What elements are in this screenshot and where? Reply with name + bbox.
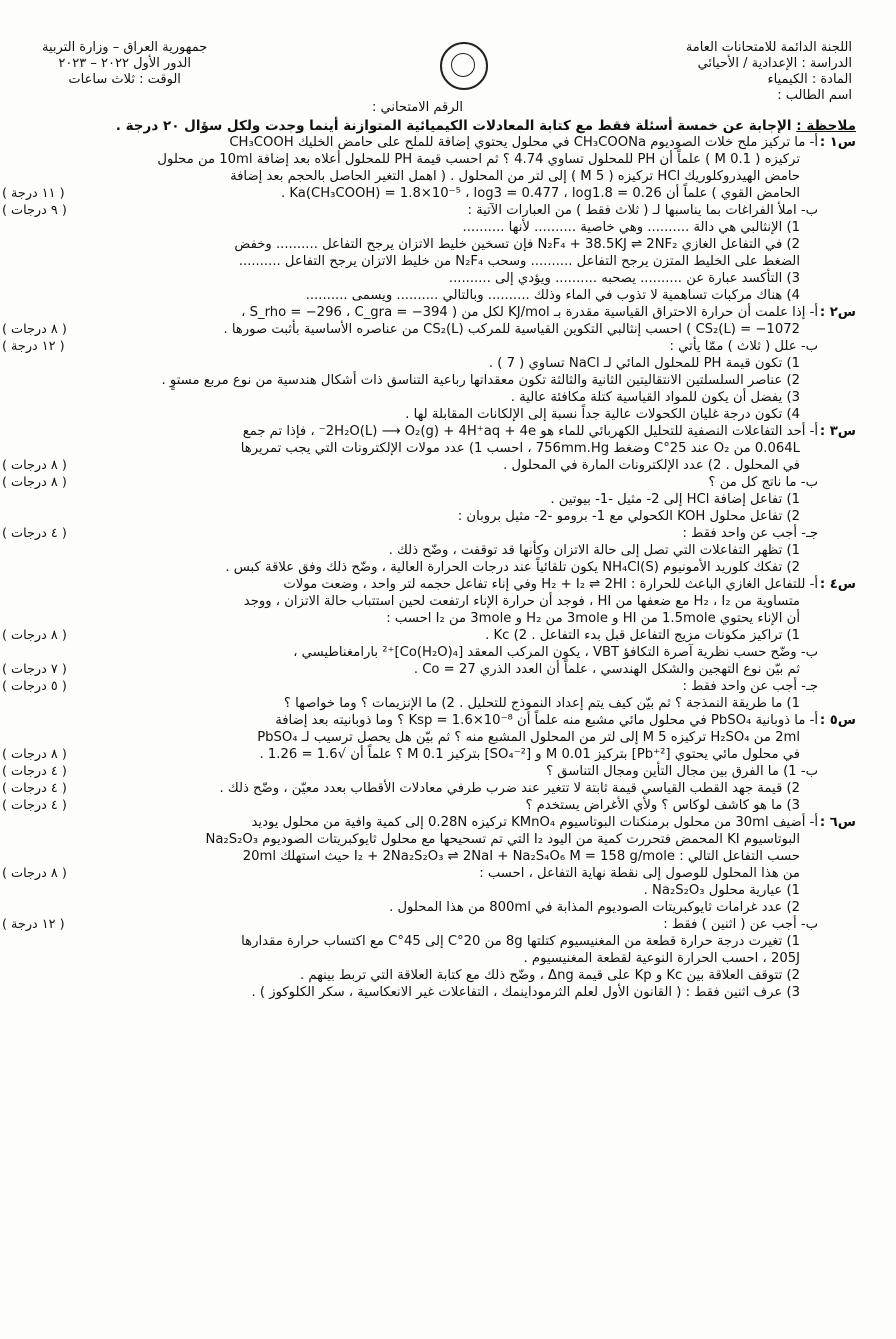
q6-line bbox=[2, 866, 818, 883]
exam-number-label: الرقم الامتحاني : bbox=[372, 100, 463, 115]
marks-badge: ( ١٢ درجة ) bbox=[2, 917, 65, 932]
study-line: الدراسة : الإعدادية / الأحيائي bbox=[697, 56, 852, 71]
q1-line: 2) في التفاعل الغازي N₂F₄ + 38.5KJ ⇌ 2NF₂ فإن تسخين خليط الاتزان يرجح التفاعل .......... وخفض bbox=[234, 237, 800, 252]
q1-line-text: ب- املأ الفراغات بما يناسبها لـ ( ثلاث فقط ) من العبارات الآتية : bbox=[467, 203, 818, 218]
marks-badge: ( ١١ درجة ) bbox=[2, 186, 65, 201]
exam-note bbox=[22, 118, 856, 135]
q5-line bbox=[2, 798, 818, 815]
question-body bbox=[2, 713, 818, 815]
q1-line: 1) الإنثالبي هي دالة .......... وهي خاصية .......... لأنها .......... bbox=[462, 220, 800, 235]
q6-line: 3) عرف اثنين فقط : ( القانون الأول لعلم الثرموداينمك ، التفاعلات غير الانعكاسية ، سكر الكلوكوز ) . bbox=[251, 985, 800, 1000]
note-text: الإجابة عن خمسة أسئلة فقط مع كتابة المعادلات الكيميائية المتوازنة أينما وجدت ولكل سؤال ٢٠ درجة . bbox=[115, 118, 797, 134]
q5-line-text: في محلول مائي يحتوي [Pb⁺²] بتركيز 0.01 M و [SO₄⁻²] بتركيز 0.1 M ؟ علماً أن √1.6 = 1.26 . bbox=[259, 747, 800, 762]
q2-line: أ- إذا علمت أن حرارة الاحتراق القياسية مقدرة بـ KJ/mol لكل من ( S_rho = −296 ، C_gra = −394 ، bbox=[241, 305, 818, 320]
q5-line: أ- ما ذوبانية PbSO₄ في محلول مائي مشبع منه علماً أن Ksp = 1.6×10⁻⁸ ؟ وما ذوبانيته بعد إضافة bbox=[275, 713, 818, 728]
q3-line-text: جـ- أجب عن واحد فقط : bbox=[682, 526, 818, 541]
marks-badge: ( ٨ درجات ) bbox=[2, 458, 67, 473]
q3-line: أ- أحد التفاعلات النصفية للتحليل الكهربائي للماء هو 2H₂O(L) ⟶ O₂(g) + 4H⁺aq + 4e⁻ ، فإذا تم جمع bbox=[242, 424, 818, 439]
q3-line bbox=[2, 526, 818, 543]
q1-line bbox=[2, 186, 818, 203]
q5-line-text: ب- 1) ما الفرق بين مجال التأين ومجال التناسق ؟ bbox=[546, 764, 818, 779]
q3-line: 1) تفاعل إضافة HCl إلى 2- مثيل -1- بيوتين . bbox=[550, 492, 800, 507]
question-body bbox=[2, 135, 818, 305]
question-number: س٢ : bbox=[819, 305, 856, 320]
q5-line: 2ml من H₂SO₄ تركيزه 5 M إلى لتر من المحلول المشبع منه ؟ ثم بيّن هل يحصل ترسيب لـ PbSO₄ bbox=[257, 730, 800, 745]
marks-badge: ( ٤ درجات ) bbox=[2, 798, 67, 813]
note-label: ملاحظة : bbox=[796, 118, 856, 134]
time-line: الوقت : ثلاث ساعات bbox=[68, 72, 181, 87]
q4-line bbox=[2, 662, 818, 679]
marks-badge: ( ٤ درجات ) bbox=[2, 764, 67, 779]
q3-line: 2) تفاعل محلول KOH الكحولي مع 1- برومو -2- مثيل بروبان : bbox=[457, 509, 800, 524]
round-line: الدور الأول ٢٠٢٢ – ٢٠٢٣ bbox=[58, 56, 191, 71]
q6-line: 205J ، احسب الحرارة النوعية لقطعة المغنيسيوم . bbox=[523, 951, 800, 966]
q1-line: أ- ما تركيز ملح خلات الصوديوم CH₃COONa في محلول يحتوي إضافة للملح على حامض الخليك CH₃COOH bbox=[229, 135, 818, 150]
header-left bbox=[42, 40, 207, 88]
question-body bbox=[2, 815, 818, 1002]
ministry-seal-icon bbox=[440, 42, 488, 90]
q1-line: تركيزه ( 0.1 M ) علماً أن PH للمحلول تساوي 4.74 ؟ ثم احسب قيمة PH للمحلول أعلاه بعد إضافة 10ml من محلول bbox=[157, 152, 800, 167]
q3-line: 1) تظهر التفاعلات التي تصل إلى حالة الاتزان وكأنها قد توقفت ، وضّح ذلك . bbox=[388, 543, 800, 558]
q1-line: 3) التأكسد عبارة عن .......... يصحبه .......... ويؤدي إلى .......... bbox=[448, 271, 800, 286]
marks-badge: ( ٨ درجات ) bbox=[2, 747, 67, 762]
question-2 bbox=[2, 305, 856, 424]
q6-line: البوتاسيوم KI المحمض فتحررت كمية من اليود I₂ التي تم تسحيحها مع محلول ثايوكبريتات الصوديوم Na₂S₂O₃ bbox=[205, 832, 800, 847]
question-number: س٥ : bbox=[819, 713, 856, 728]
marks-badge: ( ٨ درجات ) bbox=[2, 628, 67, 643]
country-line: جمهورية العراق – وزارة التربية bbox=[42, 40, 208, 55]
marks-badge: ( ٨ درجات ) bbox=[2, 322, 67, 337]
q3-line bbox=[2, 458, 818, 475]
q1-line bbox=[2, 203, 818, 220]
q5-line bbox=[2, 747, 818, 764]
question-number: س٣ : bbox=[819, 424, 856, 439]
committee-line: اللجنة الدائمة للامتحانات العامة bbox=[685, 40, 852, 55]
q2-line-text: CS₂(L) = −1072 ) احسب إنثالبي التكوين القياسية للمركب CS₂(L) من عناصره الأساسية بأثبت صورها . bbox=[223, 322, 800, 337]
q1-line: 4) هناك مركبات تساهمية لا تذوب في الماء وذلك .......... وبالتالي .......... ويسمى .......... bbox=[305, 288, 800, 303]
q4-line bbox=[2, 679, 818, 696]
q2-line: 4) تكون درجة غليان الكحولات عالية جداً نسبة إلى الإلكانات المقابلة لها . bbox=[405, 407, 800, 422]
q4-line: أن الإناء يحتوي 1.5mole من HI و 3mole من H₂ و 3mole من I₂ احسب : bbox=[386, 611, 800, 626]
question-6 bbox=[2, 815, 856, 1002]
question-body bbox=[2, 577, 818, 713]
header-right bbox=[686, 40, 852, 104]
q6-line: 1) عيارية محلول Na₂S₂O₃ . bbox=[643, 883, 800, 898]
q4-line bbox=[2, 628, 818, 645]
question-1 bbox=[2, 135, 856, 305]
marks-badge: ( ٥ درجات ) bbox=[2, 679, 67, 694]
q5-line bbox=[2, 781, 818, 798]
subject-line: المادة : الكيمياء bbox=[767, 72, 852, 87]
q2-line bbox=[2, 322, 818, 339]
q3-line: 2) تفكك كلوريد الأمونيوم NH₄Cl(S) يكون تلقائياً عند درجات الحرارة العالية ، وضّح ذلك وفق علاقة كبس . bbox=[225, 560, 800, 575]
q6-line bbox=[2, 917, 818, 934]
marks-badge: ( ٤ درجات ) bbox=[2, 781, 67, 796]
question-number: س٦ : bbox=[819, 815, 856, 830]
question-body bbox=[2, 424, 818, 577]
q5-line-text: 2) قيمة جهد القطب القياسي قيمة ثابتة لا تتغير عند ضرب طرفي معادلات الأقطاب بعدد معيّن ، وضّح ذلك . bbox=[219, 781, 800, 796]
q4-line: أ- للتفاعل الغازي الباعث للحرارة : H₂ + I₂ ⇌ 2HI وفي إناء تفاعل حجمه لتر واحد ، وضعت مولات bbox=[283, 577, 818, 592]
q3-line: 0.064L من O₂ عند 25°C وضغط 756mm.Hg ، احسب 1) عدد مولات الإلكترونات التي يجب تمريرها bbox=[240, 441, 800, 456]
exam-header bbox=[22, 40, 856, 115]
q2-line: 3) يفضل أن يكون للمواد القياسية كتلة مكافئة عالية . bbox=[510, 390, 800, 405]
q5-line bbox=[2, 764, 818, 781]
q1-line: الضغط على الخليط المتزن يرجح التفاعل .......... وسحب N₂F₄ من خليط الاتزان يرجح التفاعل .......... bbox=[238, 254, 800, 269]
q5-line-text: 3) ما هو كاشف لوكاس ؟ ولأي الأغراض يستخدم ؟ bbox=[525, 798, 800, 813]
q3-line-text: ب- ما ناتج كل من ؟ bbox=[708, 475, 818, 490]
q6-line: أ- أضيف 30ml من محلول برمنكنات البوتاسيوم KMnO₄ تركيزه 0.28N إلى كمية وافية من محلول يوديد bbox=[251, 815, 818, 830]
q6-line: 1) تغيرت درجة حرارة قطعة من المغنيسيوم كتلتها 8g من 20°C إلى 45°C مع اكتساب حرارة مقدارها bbox=[241, 934, 800, 949]
q3-line-text: في المحلول . 2) عدد الإلكترونات المارة في المحلول . bbox=[503, 458, 800, 473]
q2-line: 2) عناصر السلسلتين الانتقاليتين الثانية والثالثة تكون معقداتها رباعية التناسق ذات أشكال هندسية من نوع مربع مستوٍ . bbox=[161, 373, 800, 388]
marks-badge: ( ٨ درجات ) bbox=[2, 866, 67, 881]
q2-line-text: ب- علل ( ثلاث ) ممّا يأتي : bbox=[669, 339, 818, 354]
q6-line: 2) عدد غرامات ثايوكبريتات الصوديوم المذابة في 800ml من هذا المحلول . bbox=[389, 900, 800, 915]
marks-badge: ( ٨ درجات ) bbox=[2, 475, 67, 490]
marks-badge: ( ٩ درجات ) bbox=[2, 203, 67, 218]
marks-badge: ( ٧ درجات ) bbox=[2, 662, 67, 677]
q4-line: ب- وضّح حسب نظرية آصرة التكافؤ VBT ، يكون المركب المعقد [Co(H₂O)₄]⁺² بارامغناطيسي ، bbox=[293, 645, 818, 660]
q6-line: حسب التفاعل التالي : I₂ + 2Na₂S₂O₃ ⇌ 2NaI + Na₂S₄O₆ M = 158 g/mole حيث استهلك 20ml bbox=[242, 849, 800, 864]
q4-line-text: 1) تراكيز مكونات مزيج التفاعل قبل بدء التفاعل . 2) Kc . bbox=[485, 628, 800, 643]
q4-line-text: جـ- أجب عن واحد فقط : bbox=[682, 679, 818, 694]
question-3 bbox=[2, 424, 856, 577]
q4-line: متساوية من H₂ ، I₂ مع ضعفها من HI ، فوجد أن حرارة الإناء ارتفعت لحين استتباب حالة الاتزان ، ووجد bbox=[243, 594, 800, 609]
q4-line-text: ثم بيّن نوع التهجين والشكل الهندسي ، علماً أن العدد الذري Co = 27 . bbox=[413, 662, 800, 677]
question-5 bbox=[2, 713, 856, 815]
q1-line: حامض الهيدروكلوريك HCl تركيزه ( 5 M ) إلى لتر من المحلول . ( اهمل التغير الحاصل بالحجم بعد إضافة bbox=[230, 169, 800, 184]
question-body bbox=[2, 305, 818, 424]
marks-badge: ( ٤ درجات ) bbox=[2, 526, 67, 541]
q2-line bbox=[2, 339, 818, 356]
question-4 bbox=[2, 577, 856, 713]
q1-line-text: الحامض القوي ) علماً أن Ka(CH₃COOH) = 1.8×10⁻⁵ ، log3 = 0.477 ، log1.8 = 0.26 . bbox=[280, 186, 800, 201]
marks-badge: ( ١٢ درجة ) bbox=[2, 339, 65, 354]
question-number: س٤ : bbox=[819, 577, 856, 592]
q4-line: 1) ما طريقة النمذجة ؟ ثم بيّن كيف يتم إعداد النموذج للتحليل . 2) ما الإنزيمات ؟ وما خواصها ؟ bbox=[283, 696, 800, 711]
question-number: س١ : bbox=[819, 135, 856, 150]
q6-line: 2) تتوقف العلاقة بين Kc و Kp على قيمة Δng ، وضّح ذلك مع كتابة العلاقة التي تربط بينهم . bbox=[299, 968, 800, 983]
q6-line-text: ب- أجب عن ( اثنين ) فقط : bbox=[663, 917, 818, 932]
student-name-line: اسم الطالب : bbox=[777, 88, 852, 103]
q6-line-text: من هذا المحلول للوصول إلى نقطة نهاية التفاعل ، احسب : bbox=[479, 866, 800, 881]
q3-line bbox=[2, 475, 818, 492]
q2-line: 1) تكون قيمة PH للمحلول المائي لـ NaCl تساوي ( 7 ) . bbox=[488, 356, 800, 371]
